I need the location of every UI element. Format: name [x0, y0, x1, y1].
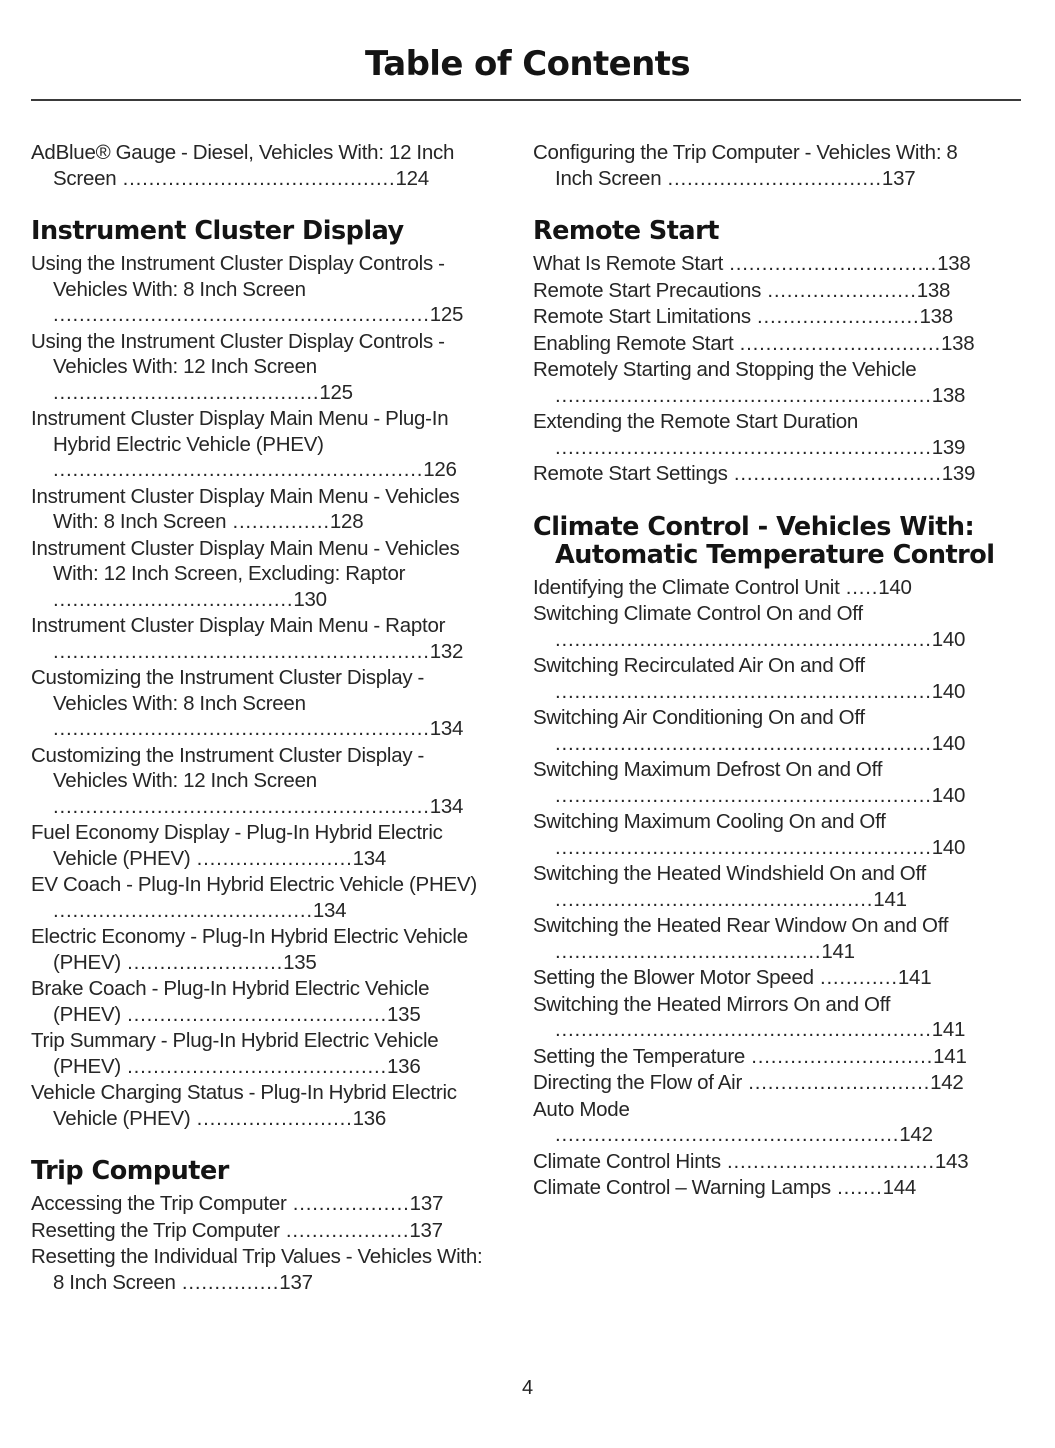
toc-entry-title: Instrument Cluster Display Main Menu - Vehicles With: 12 Inch Screen, Excluding: Raptor — [31, 536, 460, 585]
toc-entry-identifying-climate-control-unit[interactable] — [533, 575, 997, 601]
toc-entry-configuring-trip-computer-8-inch[interactable] — [533, 140, 997, 191]
toc-entry-page-number: 138 — [916, 278, 951, 302]
toc-entry-leader: .......................................................... — [555, 435, 932, 459]
toc-entry-page-number: 144 — [882, 1176, 917, 1199]
toc-entry-leader: ........................ — [120, 950, 284, 974]
toc-entry-title: Vehicle Charging Status - Plug-In Hybrid Electric Vehicle (PHEV) — [31, 1081, 457, 1130]
toc-entry-directing-the-flow-of-air[interactable] — [533, 1070, 997, 1096]
toc-entry-switching-climate-control-on-off[interactable] — [533, 601, 997, 652]
toc-entry-title: Remote Start Settings — [533, 462, 728, 485]
toc-entry-page-number: 141 — [933, 1044, 967, 1068]
toc-entry-page-number: 140 — [931, 835, 966, 859]
toc-entry-leader: ..................................................... — [555, 1123, 900, 1146]
toc-entry-title: Brake Coach - Plug-In Hybrid Electric Vehicle (PHEV) — [31, 977, 430, 1026]
toc-entry-leader: ............................ — [745, 1044, 934, 1068]
toc-entry-page-number: 137 — [409, 1192, 444, 1215]
toc-entry-page-number: 136 — [387, 1054, 421, 1078]
toc-entry-page-number: 139 — [941, 462, 976, 485]
toc-entry-icd-main-menu-raptor[interactable] — [31, 613, 495, 664]
toc-entry-page-number: 143 — [934, 1149, 969, 1173]
toc-entry-extending-remote-start-duration[interactable] — [533, 409, 997, 460]
toc-entry-leader: ......................................... — [555, 939, 822, 963]
toc-entry-title: Electric Economy - Plug-In Hybrid Electric Vehicle (PHEV) — [31, 925, 468, 974]
toc-entry-enabling-remote-start[interactable] — [533, 331, 997, 357]
toc-entry-leader: ......................................... — [53, 380, 320, 404]
toc-entry-remote-start-limitations[interactable] — [533, 304, 997, 330]
toc-entry-remotely-starting-stopping-vehicle[interactable] — [533, 357, 997, 408]
toc-entry-title: Setting the Temperature — [533, 1044, 746, 1068]
toc-entry-switching-heated-mirrors-on-off[interactable] — [533, 992, 997, 1043]
toc-entry-resetting-the-trip-computer[interactable] — [31, 1218, 495, 1244]
toc-entry-trip-summary-phev[interactable] — [31, 1028, 495, 1079]
toc-entry-page-number: 135 — [387, 1002, 421, 1026]
toc-entry-leader: ............ — [813, 966, 898, 989]
toc-column-right — [533, 140, 997, 1202]
toc-entry-page-number: 137 — [409, 1218, 443, 1242]
toc-entry-page-number: 138 — [919, 305, 953, 328]
toc-entry-page-number: 140 — [931, 679, 966, 703]
toc-entry-page-number: 140 — [931, 731, 966, 755]
toc-entry-page-number: 126 — [423, 458, 457, 481]
toc-entry-title: Switching Recirculated Air On and Off — [533, 654, 865, 677]
toc-entry-title: Enabling Remote Start — [533, 331, 734, 355]
toc-entry-leader: ............................ — [742, 1071, 931, 1094]
section-heading-climate-control-automatic-temperature-control: Climate Control - Vehicles With: Automatic Temperature Control — [533, 511, 995, 570]
toc-entry-title: Switching Climate Control On and Off — [533, 602, 863, 625]
toc-entry-title: Setting the Blower Motor Speed — [533, 966, 814, 989]
toc-entry-page-number: 142 — [899, 1123, 933, 1146]
toc-entry-brake-coach-phev[interactable] — [31, 976, 495, 1027]
toc-entry-leader: ........................ — [190, 846, 353, 870]
toc-entry-page-number: 135 — [283, 950, 317, 974]
toc-entry-title: Climate Control – Warning Lamps — [533, 1176, 831, 1199]
toc-entry-leader: ..... — [839, 575, 879, 599]
toc-entry-leader: .......................................................... — [53, 303, 430, 326]
toc-entry-page-number: 130 — [293, 587, 327, 611]
toc-entry-switching-maximum-cooling-on-off[interactable] — [533, 809, 997, 860]
toc-entry-leader: .......................................................... — [53, 717, 430, 740]
toc-entry-title: Customizing the Instrument Cluster Display - Vehicles With: 12 Inch Screen — [31, 743, 425, 792]
toc-entry-auto-mode[interactable] — [533, 1097, 997, 1148]
toc-entry-leader: .......................................................... — [53, 639, 430, 663]
toc-entry-title: Trip Summary - Plug-In Hybrid Electric Vehicle (PHEV) — [31, 1029, 439, 1078]
toc-entry-title: Remote Start Precautions — [533, 278, 762, 302]
toc-entry-title: Resetting the Trip Computer — [31, 1218, 280, 1242]
toc-entry-switching-heated-windshield-on-off[interactable] — [533, 861, 997, 912]
toc-entry-page-number: 138 — [937, 252, 971, 275]
section-heading-trip-computer: Trip Computer — [31, 1156, 229, 1186]
header-divider — [31, 99, 1021, 101]
toc-entry-page-number: 137 — [881, 166, 916, 190]
toc-entry-climate-control-warning-lamps[interactable] — [533, 1175, 997, 1201]
toc-entry-title: Instrument Cluster Display Main Menu - Vehicles With: 8 Inch Screen — [31, 484, 460, 533]
toc-entry-resetting-individual-trip-values-8-inch[interactable] — [31, 1244, 495, 1295]
toc-entry-ev-coach-phev[interactable] — [31, 872, 495, 923]
toc-entry-leader: ................... — [279, 1218, 410, 1242]
toc-entry-leader: .......................................................... — [555, 1018, 932, 1041]
toc-entry-page-number: 132 — [429, 639, 464, 663]
toc-entry-page-number: 134 — [429, 794, 464, 818]
toc-entry-title: Instrument Cluster Display Main Menu - Plug-In Hybrid Electric Vehicle (PHEV) — [31, 407, 449, 456]
section-heading-instrument-cluster-display: Instrument Cluster Display — [31, 216, 404, 246]
toc-entry-leader: ................................ — [727, 462, 942, 485]
toc-entry-electric-economy-phev[interactable] — [31, 924, 495, 975]
toc-entry-switching-heated-rear-window-on-off[interactable] — [533, 913, 997, 964]
toc-entry-page-number: 124 — [395, 166, 429, 190]
toc-entry-title: Using the Instrument Cluster Display Controls - Vehicles With: 12 Inch Screen — [31, 329, 445, 378]
toc-entry-page-number: 134 — [429, 717, 464, 740]
toc-entry-accessing-the-trip-computer[interactable] — [31, 1191, 495, 1217]
toc-entry-leader: ............... — [175, 1270, 280, 1294]
toc-entry-page-number: 125 — [429, 303, 464, 326]
toc-entry-leader: ............... — [226, 510, 330, 533]
toc-entry-title: Switching the Heated Rear Window On and Off — [533, 914, 949, 937]
toc-entry-leader: ........................................ — [53, 898, 313, 922]
toc-entry-what-is-remote-start[interactable] — [533, 251, 997, 277]
toc-entry-page-number: 141 — [897, 966, 932, 989]
toc-entry-customizing-icd-8-inch[interactable] — [31, 665, 495, 742]
toc-entry-leader: .......................................................... — [555, 731, 932, 755]
toc-entry-title: Auto Mode — [533, 1097, 630, 1121]
toc-entry-title: Extending the Remote Start Duration — [533, 410, 859, 433]
toc-columns — [31, 140, 1021, 1300]
toc-entry-leader: ......................................................... — [53, 458, 424, 481]
toc-entry-switching-air-conditioning-on-off[interactable] — [533, 705, 997, 756]
toc-entry-page-number: 141 — [931, 1018, 966, 1041]
toc-entry-page-number: 141 — [873, 887, 907, 911]
toc-entry-title: EV Coach - Plug-In Hybrid Electric Vehicle (PHEV) — [31, 873, 477, 896]
toc-entry-remote-start-precautions[interactable] — [533, 278, 997, 304]
toc-entry-leader: ................................. — [661, 166, 882, 190]
toc-entry-page-number: 125 — [319, 380, 353, 404]
toc-entry-leader: ....... — [830, 1176, 883, 1199]
toc-entry-climate-control-hints[interactable] — [533, 1149, 997, 1175]
toc-entry-title: Remote Start Limitations — [533, 305, 751, 328]
toc-entry-title: Climate Control Hints — [533, 1149, 721, 1173]
toc-entry-fuel-economy-display-phev[interactable] — [31, 820, 495, 871]
toc-entry-leader: .......................................................... — [555, 383, 932, 407]
toc-entry-using-icd-controls-8-inch[interactable] — [31, 251, 495, 328]
section-heading-remote-start: Remote Start — [533, 216, 719, 246]
toc-entry-page-number: 137 — [279, 1270, 313, 1294]
toc-entry-title: Customizing the Instrument Cluster Display - Vehicles With: 8 Inch Screen — [31, 666, 425, 715]
toc-entry-page-number: 128 — [329, 510, 364, 533]
toc-entry-leader: ................................ — [720, 1149, 935, 1173]
toc-entry-title: Switching the Heated Mirrors On and Off — [533, 992, 891, 1016]
toc-entry-adblue-gauge-diesel[interactable] — [31, 140, 495, 191]
toc-entry-leader: .................. — [286, 1192, 410, 1215]
toc-entry-switching-maximum-defrost-on-off[interactable] — [533, 757, 997, 808]
toc-entry-page-number: 138 — [940, 331, 975, 355]
toc-entry-title: Configuring the Trip Computer - Vehicles With: 8 Inch Screen — [533, 141, 958, 190]
toc-entry-leader: .......................................................... — [555, 627, 932, 651]
toc-entry-page-number: 136 — [352, 1106, 387, 1130]
toc-entry-title: AdBlue® Gauge - Diesel, Vehicles With: 12 Inch Screen — [31, 141, 455, 190]
toc-entry-title: Accessing the Trip Computer — [31, 1192, 287, 1215]
toc-entry-page-number: 138 — [931, 383, 966, 407]
toc-entry-leader: .......................................................... — [555, 679, 932, 703]
toc-entry-title: Switching Maximum Cooling On and Off — [533, 810, 886, 833]
toc-entry-leader: .......................................... — [116, 166, 396, 190]
toc-entry-title: Identifying the Climate Control Unit — [533, 575, 840, 599]
toc-entry-setting-blower-motor-speed[interactable] — [533, 965, 997, 991]
toc-entry-title: Fuel Economy Display - Plug-In Hybrid Electric Vehicle (PHEV) — [31, 821, 443, 870]
toc-entry-page-number: 134 — [312, 898, 347, 922]
toc-entry-leader: .......................................................... — [53, 794, 430, 818]
toc-entry-leader: .......................................................... — [555, 835, 932, 859]
toc-entry-leader: ..................................... — [53, 587, 294, 611]
toc-entry-leader: .......................................................... — [555, 783, 932, 807]
page-title: Table of Contents — [365, 44, 690, 84]
toc-entry-page-number: 142 — [930, 1071, 964, 1094]
toc-entry-customizing-icd-12-inch[interactable] — [31, 743, 495, 820]
toc-entry-page-number: 139 — [931, 435, 966, 459]
toc-column-left — [31, 140, 495, 1296]
toc-entry-title: Remotely Starting and Stopping the Vehicle — [533, 358, 917, 381]
toc-entry-leader: ........................ — [190, 1106, 353, 1130]
toc-entry-icd-main-menu-phev[interactable] — [31, 406, 495, 483]
toc-entry-title: Switching the Heated Windshield On and Off — [533, 862, 926, 885]
toc-entry-page-number: 140 — [878, 575, 912, 599]
toc-entry-title: Directing the Flow of Air — [533, 1071, 743, 1094]
toc-entry-vehicle-charging-status-phev[interactable] — [31, 1080, 495, 1131]
toc-entry-title: Switching Air Conditioning On and Off — [533, 706, 865, 729]
toc-entry-leader: ......................... — [750, 305, 920, 328]
toc-entry-page-number: 134 — [352, 846, 387, 870]
toc-entry-title: Switching Maximum Defrost On and Off — [533, 758, 883, 781]
toc-entry-switching-recirculated-air-on-off[interactable] — [533, 653, 997, 704]
toc-entry-title: Resetting the Individual Trip Values - Vehicles With: 8 Inch Screen — [31, 1245, 483, 1294]
toc-entry-leader: ........................................ — [120, 1002, 388, 1026]
toc-entry-remote-start-settings[interactable] — [533, 461, 997, 487]
toc-entry-title: Using the Instrument Cluster Display Controls - Vehicles With: 8 Inch Screen — [31, 252, 445, 301]
toc-entry-leader: ............................... — [733, 331, 941, 355]
toc-entry-page-number: 140 — [931, 627, 966, 651]
toc-entry-leader: ....................... — [761, 278, 917, 302]
toc-entry-leader: ........................................ — [120, 1054, 388, 1078]
page-number: 4 — [521, 1377, 534, 1399]
toc-entry-page-number: 141 — [821, 939, 855, 963]
toc-entry-using-icd-controls-12-inch[interactable] — [31, 329, 495, 406]
toc-entry-setting-the-temperature[interactable] — [533, 1044, 997, 1070]
toc-entry-leader: ................................................. — [555, 887, 874, 911]
toc-entry-title: Instrument Cluster Display Main Menu - Raptor — [31, 614, 446, 637]
toc-entry-icd-main-menu-12-inch-excluding-raptor[interactable] — [31, 536, 495, 613]
toc-entry-leader: ................................ — [723, 252, 938, 275]
toc-entry-title: What Is Remote Start — [533, 252, 724, 275]
toc-entry-page-number: 140 — [931, 783, 966, 807]
toc-entry-icd-main-menu-8-inch[interactable] — [31, 484, 495, 535]
